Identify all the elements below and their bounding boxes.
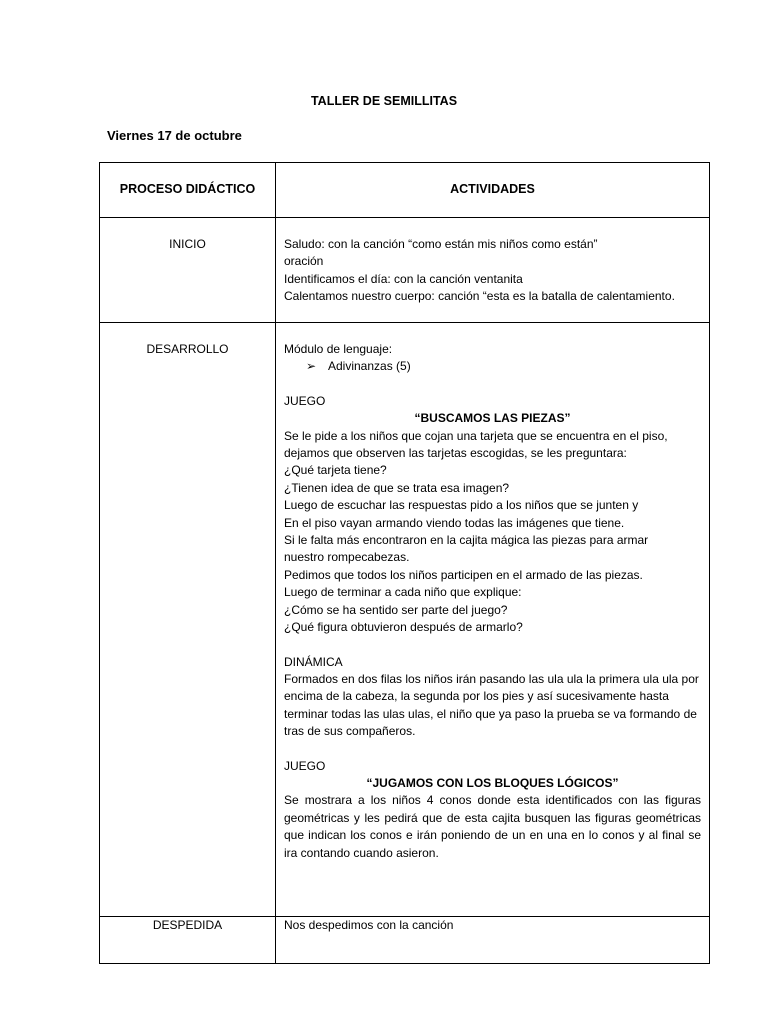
juego1-title: “BUSCAMOS LAS PIEZAS” xyxy=(414,411,571,426)
table-row-despedida xyxy=(100,917,710,964)
header-proceso-didactico: PROCESO DIDÁCTICO xyxy=(100,163,276,218)
dinamica-text: Formados en dos filas los niños irán pasando las ula ula la primera ula ula por encima de la cabeza, la segunda por los pies y así sucesivamente hasta terminar todas las ulas ulas, el niño que ya paso la prueba se va formando de tras de sus compañeros. xyxy=(284,671,699,739)
lesson-plan-table xyxy=(99,162,710,964)
juego1-line: ¿Tienen idea de que se trata esa imagen? xyxy=(284,480,510,495)
document-date: Viernes 17 de octubre xyxy=(107,128,242,143)
stage-desarrollo: DESARROLLO xyxy=(100,323,276,917)
juego1-line: Luego de escuchar las respuestas pido a los niños que se junten y xyxy=(284,498,639,513)
juego2-label: JUEGO xyxy=(284,758,326,773)
bullet-text: Adivinanzas (5) xyxy=(328,359,411,374)
juego1-line: ¿Qué figura obtuvieron después de armarlo? xyxy=(284,620,523,635)
activities-despedida: Nos despedimos con la canción xyxy=(276,917,710,964)
table-header-row xyxy=(100,163,710,218)
juego1-line: nuestro rompecabezas. xyxy=(284,550,410,565)
document-title: TALLER DE SEMILLITAS xyxy=(310,94,458,108)
table-row-inicio xyxy=(100,218,710,323)
bullet-item xyxy=(284,358,701,375)
juego1-line: Si le falta más encontraron en la cajita mágica las piezas para armar xyxy=(284,533,649,548)
juego1-label: JUEGO xyxy=(284,393,326,408)
activities-desarrollo xyxy=(276,323,710,917)
header-actividades: ACTIVIDADES xyxy=(276,163,710,218)
stage-despedida: DESPEDIDA xyxy=(100,917,276,964)
juego2-text: Se mostrara a los niños 4 conos donde esta identificados con las figuras geométricas y les pedirá que de esta cajita busquen las figuras geométricas que indican los conos e irán poniendo de un en una en lo conos y al final se ira contando cuando asieron. xyxy=(284,793,701,860)
juego1-line: ¿Qué tarjeta tiene? xyxy=(284,463,387,478)
juego2-title: “JUGAMOS CON LOS BLOQUES LÓGICOS” xyxy=(366,775,619,790)
arrow-bullet-icon: ➢ xyxy=(306,359,317,374)
juego1-line: Luego de terminar a cada niño que explique: xyxy=(284,585,522,600)
juego1-line: ¿Cómo se ha sentido ser parte del juego? xyxy=(284,602,508,617)
stage-inicio: INICIO xyxy=(100,218,276,323)
juego1-line: dejamos que observen las tarjetas escogidas, se les preguntara: xyxy=(284,446,627,461)
dinamica-label: DINÁMICA xyxy=(284,654,343,669)
modulo-heading: Módulo de lenguaje: xyxy=(284,342,393,356)
juego1-line: En el piso vayan armando viendo todas las imágenes que tiene. xyxy=(284,515,625,530)
activities-inicio xyxy=(276,218,710,323)
juego1-line: Se le pide a los niños que cojan una tarjeta que se encuentra en el piso, xyxy=(284,428,668,443)
inicio-line: Calentamos nuestro cuerpo: canción “esta es la batalla de calentamiento. xyxy=(284,289,675,304)
juego1-line: Pedimos que todos los niños participen en el armado de las piezas. xyxy=(284,567,643,582)
inicio-line: Saludo: con la canción “como están mis niños como están” xyxy=(284,237,598,251)
inicio-line: oración xyxy=(284,254,324,269)
table-row-desarrollo xyxy=(100,323,710,917)
inicio-line: Identificamos el día: con la canción ventanita xyxy=(284,271,523,286)
